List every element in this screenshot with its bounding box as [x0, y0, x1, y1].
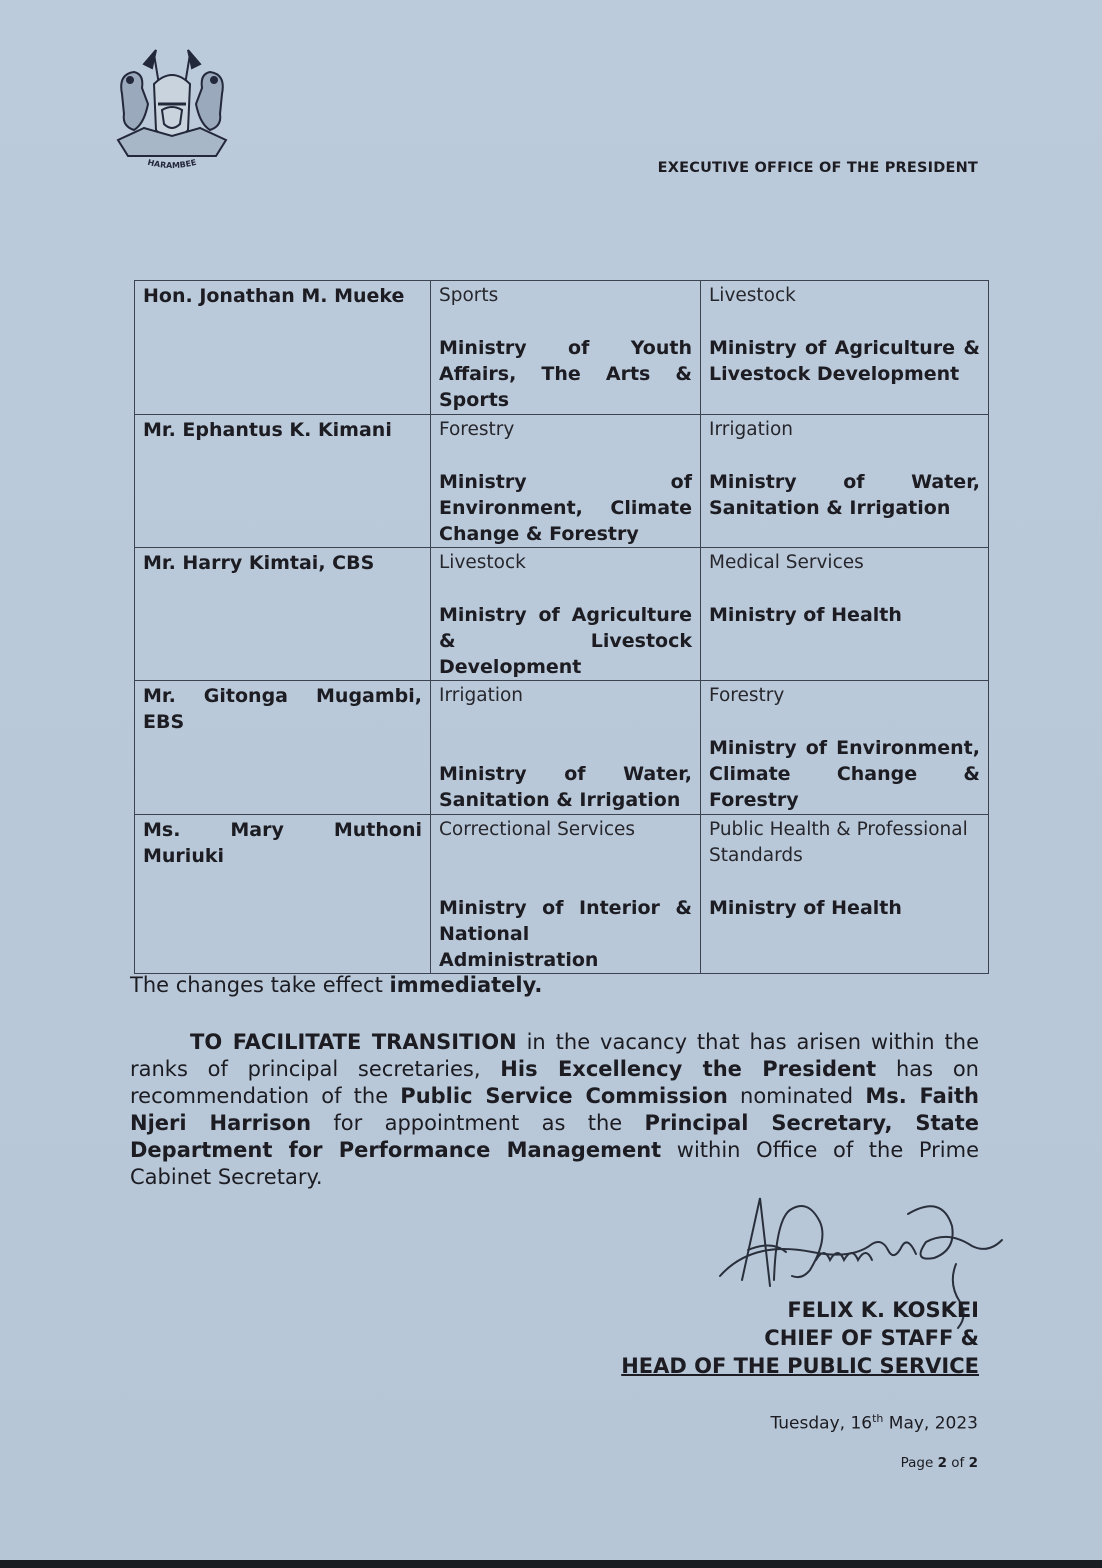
to-cell [701, 548, 989, 681]
date-ordinal: th [872, 1412, 884, 1425]
signatory-block [621, 1296, 979, 1380]
transition-president: His Excellency the President [500, 1057, 877, 1081]
signatory-name: FELIX K. KOSKEI [787, 1298, 979, 1322]
from-cell [431, 415, 701, 548]
table-row [135, 415, 989, 548]
from-department: Correctional Services [439, 819, 636, 840]
from-department: Forestry [439, 419, 515, 440]
from-ministry: Ministry of Agriculture & Livestock Development [439, 604, 692, 678]
from-ministry: Ministry of Environment, Climate Change & Forestry [439, 471, 692, 545]
signatory-title: HEAD OF THE PUBLIC SERVICE [621, 1354, 979, 1378]
transition-text: for appointment as the [311, 1111, 645, 1135]
office-heading: EXECUTIVE OFFICE OF THE PRESIDENT [657, 160, 978, 176]
page-label: Page [900, 1455, 938, 1471]
to-ministry: Ministry of Health [709, 604, 902, 626]
to-ministry: Ministry of Agriculture & Livestock Development [709, 337, 980, 385]
to-department: Medical Services [709, 552, 864, 573]
table-row [135, 281, 989, 415]
to-cell [701, 415, 989, 548]
table-row [135, 548, 989, 681]
to-department: Public Health & Professional Standards [709, 819, 968, 866]
transition-lead: TO FACILITATE TRANSITION [190, 1030, 517, 1054]
transition-paragraph [130, 1029, 979, 1191]
to-ministry: Ministry of Water, Sanitation & Irrigation [709, 471, 980, 519]
page-number [901, 1455, 978, 1471]
from-cell [431, 281, 701, 415]
appointee-name: Mr. Ephantus K. Kimani [135, 415, 431, 548]
date-text: Tuesday, 16 [770, 1413, 873, 1434]
from-department: Livestock [439, 552, 526, 573]
appointments-table [134, 280, 989, 974]
from-department: Irrigation [439, 685, 523, 706]
effect-text: The changes take effect [130, 973, 390, 997]
from-ministry: Ministry of Youth Affairs, The Arts & Sports [439, 337, 692, 411]
appointee-name: Mr. Gitonga Mugambi, EBS [135, 681, 431, 815]
page-total: 2 [968, 1455, 978, 1471]
from-cell [431, 681, 701, 815]
transition-position: Principal Secretary, State Department for Performance Management [130, 1111, 979, 1162]
coat-of-arms-icon [104, 44, 240, 172]
to-cell [701, 281, 989, 415]
effect-emphasis: immediately. [389, 973, 543, 997]
document-date [770, 1412, 978, 1434]
appointee-name: Ms. Mary Muthoni Muriuki [135, 815, 431, 974]
table-row [135, 681, 989, 815]
transition-commission: Public Service Commission [400, 1084, 728, 1108]
transition-text: nominated [727, 1084, 866, 1108]
table-row [135, 815, 989, 974]
transition-text: has on recommendation of the [130, 1057, 979, 1108]
from-ministry: Ministry of Interior & National Administration [439, 897, 692, 971]
transition-nominee: Ms. Faith Njeri Harrison [130, 1084, 979, 1135]
page-of: of [946, 1455, 969, 1471]
page-current: 2 [937, 1455, 947, 1471]
to-ministry: Ministry of Environment, Climate Change & Forestry [709, 737, 980, 811]
from-department: Sports [439, 285, 499, 306]
signatory-title: CHIEF OF STAFF & [764, 1326, 979, 1350]
appointee-name: Hon. Jonathan M. Mueke [135, 281, 431, 415]
effect-statement [130, 972, 979, 999]
to-cell [701, 815, 989, 974]
to-department: Forestry [709, 685, 785, 706]
emblem-banner-text: HARAMBEE [146, 157, 198, 171]
from-cell [431, 815, 701, 974]
svg-text:HARAMBEE [147, 158, 198, 170]
to-department: Livestock [709, 285, 796, 306]
from-ministry: Ministry of Water, Sanitation & Irrigation [439, 763, 692, 811]
to-ministry: Ministry of Health [709, 897, 902, 919]
date-text: May, 2023 [883, 1413, 978, 1434]
transition-text: within Office of the Prime Cabinet Secretary. [130, 1138, 980, 1189]
appointee-name: Mr. Harry Kimtai, CBS [135, 548, 431, 681]
to-cell [701, 681, 989, 815]
from-cell [431, 548, 701, 681]
transition-text: in the vacancy that has arisen within the ranks of principal secretaries, [130, 1030, 979, 1081]
to-department: Irrigation [709, 419, 793, 440]
